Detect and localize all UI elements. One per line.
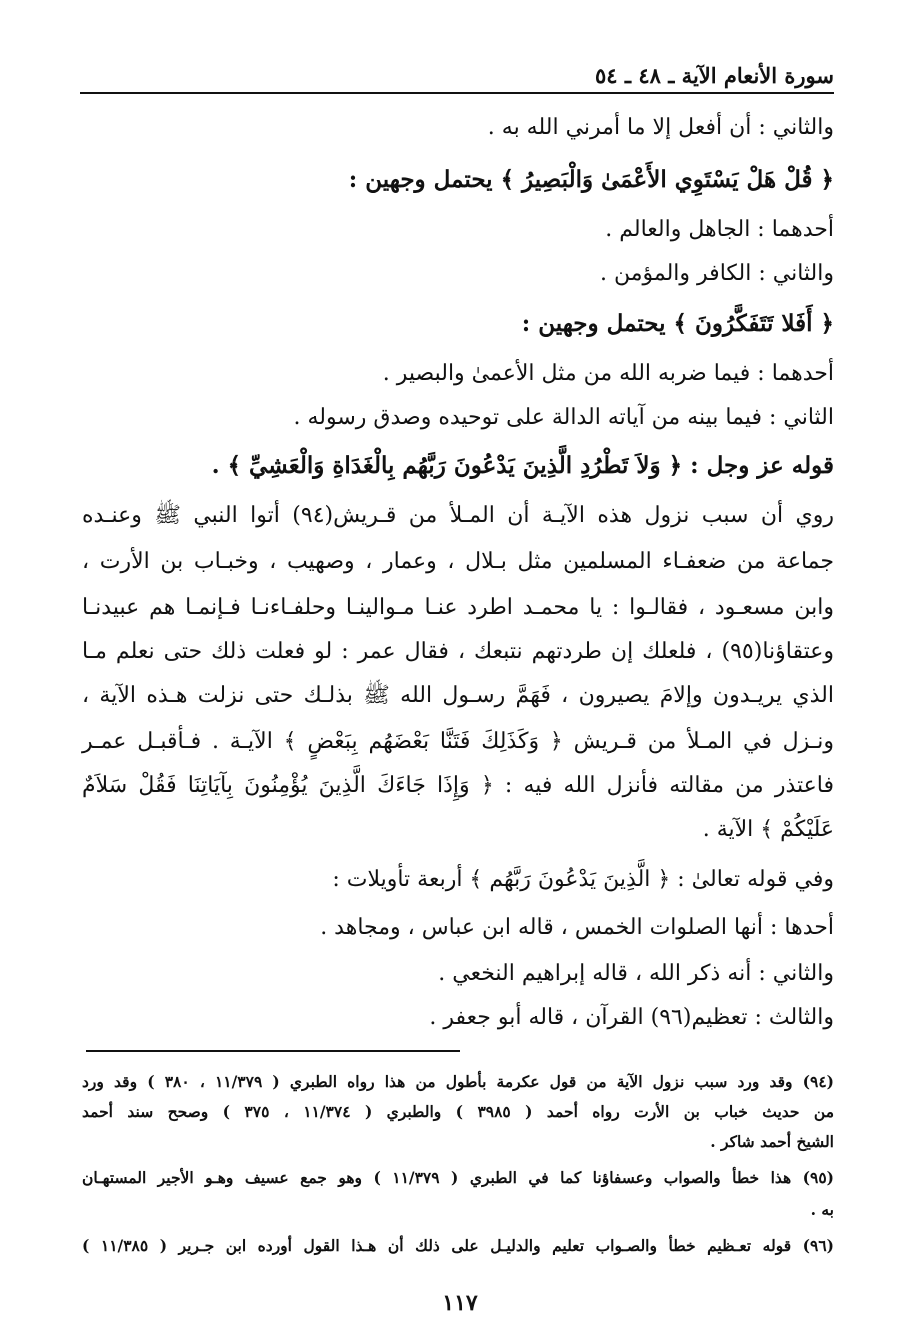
text-line: والثاني : الكافر والمؤمن . [600, 261, 834, 286]
text-line: الثاني : فيما بينه من آياته الدالة على توحيده وصدق رسوله . [293, 405, 834, 430]
text-line: والثالث : تعظيم(٩٦) القرآن ، قاله أبو جعفر . [429, 1005, 834, 1030]
text-line: أحدهما : فيما ضربه الله من مثل الأعمىٰ والبصير . [382, 361, 834, 386]
text-line: ﴿ أَفَلا تَتَفَكَّرُونَ ﴾ يحتمل وجهين : [521, 310, 834, 337]
page-number: ١١٧ [442, 1290, 478, 1316]
text-line: ﴿ قُلْ هَلْ يَسْتَوِي الأَعْمَىٰ وَالْبَصِيرُ ﴾ يحتمل وجهين : [348, 166, 834, 193]
text-line: روي أن سبب نزول هذه الآيـة أن المـلأ من قـريش(٩٤) أتوا النبي ﷺ وعنـده [82, 503, 834, 528]
text-line: والثاني : أن أفعل إلا ما أمرني الله به . [487, 115, 834, 140]
text-line: قوله عز وجل : ﴿ وَلاَ تَطْرُدِ الَّذِينَ يَدْعُونَ رَبَّهُم بِالْغَدَاةِ وَالْعَشِيِّ ﴾ . [211, 452, 834, 479]
text-line: أحدها : أنها الصلوات الخمس ، قاله ابن عباس ، ومجاهد . [320, 915, 834, 940]
footnote-line: الشيخ أحمد شاكر . [710, 1132, 834, 1151]
footnote-line: (٩٦) قوله تعـظيم خطأ والصـواب تعليم والدليـل على ذلك أن هـذا القول أورده ابن جـرير ( ١١/٣٨٥ ) [82, 1236, 834, 1255]
footnote-line: من حديث خباب بن الأرت رواه أحمد ( ٣٩٨٥ ) والطبري ( ١١/٣٧٤ ، ٣٧٥ ) وصحح سند أحمد [82, 1102, 835, 1121]
text-line: ونـزل في المـلأ من قـريش ﴿ وَكَذَلِكَ فَتَنَّا بَعْضَهُم بِبَعْضٍ ﴾ الآيـة . فـأقبـل عمـر [82, 729, 834, 754]
text-line: فاعتذر من مقالته فأنزل الله فيه : ﴿ وَإِذَا جَاءَكَ الَّذِينَ يُؤْمِنُونَ بِآيَاتِنَا فَقُلْ سَلاَمٌ [82, 773, 834, 798]
footnote-rule [86, 1050, 460, 1052]
footnote-line: به . [810, 1200, 834, 1219]
text-line: والثاني : أنه ذكر الله ، قاله إبراهيم النخعي . [438, 961, 834, 986]
text-line: أحدهما : الجاهل والعالم . [605, 217, 834, 242]
text-line: وفي قوله تعالىٰ : ﴿ الَّذِينَ يَدْعُونَ رَبَّهُم ﴾ أربعة تأويلات : [332, 867, 834, 892]
running-header [80, 52, 834, 94]
text-line: عَلَيْكُمْ ﴾ الآية . [702, 817, 834, 842]
footnote-line: (٩٤) وقد ورد سبب نزول الآية من قول عكرمة بأطول من هذا رواه الطبري ( ١١/٣٧٩ ، ٣٨٠ ) وقد ورد [82, 1072, 834, 1091]
text-line: وابن مسعـود ، فقالـوا : يا محمـد اطرد عنـا مـوالينـا وحلفـاءنـا فـإنمـا هم عبيدنـا [82, 595, 834, 620]
text-line: الذي يريـدون وإلامَ يصيرون ، فَهَمَّ رسـول الله ﷺ بذلـك حتى نزلت هـذه الآية ، [82, 683, 834, 708]
text-line: جماعة من ضعفـاء المسلمين مثل بـلال ، وعمار ، وصهيب ، وخبـاب بن الأرت ، [82, 549, 834, 574]
header-title: سورة الأنعام الآية ـ ٤٨ ـ ٥٤ [595, 63, 834, 88]
text-line: وعتقاؤنا(٩٥) ، فلعلك إن طردتهم نتبعك ، فقال عمر : لو فعلت ذلك حتى نعلم مـا [82, 639, 834, 664]
footnote-line: (٩٥) هذا خطأ والصواب وعسفاؤنا كما في الطبري ( ١١/٣٧٩ ) وهو جمع عسيف وهـو الأجير المستهـان [82, 1168, 834, 1187]
